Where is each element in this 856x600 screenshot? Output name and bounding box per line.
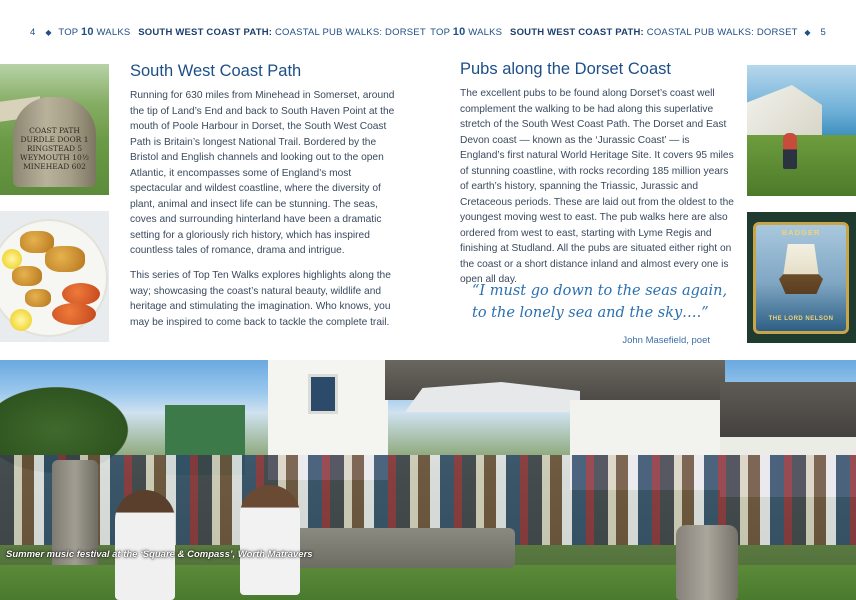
lemon-shape (10, 309, 32, 331)
brand-suffix-right: WALKS (468, 27, 503, 38)
pub-sign-bottom-text: THE LORD NELSON (768, 316, 834, 322)
white-cliff-shape (747, 85, 822, 135)
pub-roof-shape (720, 382, 856, 437)
series-title-right: SOUTH WEST COAST PATH: (510, 27, 644, 38)
series-title-left: SOUTH WEST COAST PATH: (138, 27, 273, 38)
prawn-shape (52, 303, 96, 325)
signpost-line: COAST PATH (29, 126, 80, 135)
walker-figure (783, 133, 797, 169)
diamond-icon: ◆ (804, 28, 811, 37)
running-header-left (27, 26, 426, 38)
running-header-right (430, 26, 829, 38)
left-paragraph-1: Running for 630 miles from Minehead in Somerset, around the tip of Land’s End and back to South Haven Point at the mouth of Poole Harbour in Dorset, the South West Coast Path is Britain’s longest National Trail. Bordered by the Bristol and English channels and looking out to the open Atlantic, it encompasses some of England’s most spectacular and wildest coastline, where the diversity of plant, animal and insect life can be stunning. The seas, coves and surrounding hinterland have been a dramatic setting for a gloriously rich history, which has inspired countless tales of romance, drama and intrigue. (130, 90, 395, 256)
coast-photo (747, 65, 856, 196)
pub-sign-photo (747, 212, 856, 343)
page-number-right: 5 (820, 27, 826, 38)
stone-table-shape (265, 528, 515, 568)
left-section-heading: South West Coast Path (130, 62, 302, 80)
window-shape (308, 374, 338, 414)
prawn-shape (62, 283, 100, 305)
pull-quote: “I must go down to the seas again, to the lonely sea and the sky….” (472, 283, 728, 321)
lemon-shape (2, 249, 22, 269)
brand-right (430, 27, 502, 38)
signpost-line: WEYMOUTH 10½ (19, 153, 90, 162)
right-paragraph-1: The excellent pubs to be found along Dorset’s coast well complement the walking to be had along this superlative stretch of the South West Coast Path. The Dorset and East Devon coast — known as the ‘Jurassic Coast’ — is England’s first natural World Heritage Site. It covers 95 miles of stunning coastline, with rocks recording 185 million years of earth’s history, spanning the Triassic, Jurassic and Cretaceous periods. These are laid out from the oldest to the youngest moving west to east. The pub walks here are also ordered from west to east, starting with Lyme Regis and finishing at Studland. All the pubs are situated either right on the coast or a short distance inland and almost every one is open all day. (460, 88, 734, 285)
pub-sign-top-text: BADGER (781, 228, 821, 237)
brand-number-left: 10 (81, 26, 94, 38)
left-paragraph-2: This series of Top Ten Walks explores highlights along the way; showcasing the coast’s natural beauty, wildlife and heritage and stimulating the imagination. Who knows, you may be inspired to come back to tackle the complete trail. (130, 270, 391, 328)
standing-stone-shape (676, 525, 738, 600)
brand-left (58, 27, 130, 38)
fried-fish-shape (12, 266, 42, 286)
seated-person-figure (115, 490, 175, 600)
seafood-photo (0, 211, 109, 342)
seated-person-figure (240, 485, 300, 595)
signpost-inscription (13, 126, 96, 171)
signpost-line: MINEHEAD 602 (23, 162, 86, 171)
signpost-line: RINGSTEAD 5 (26, 144, 83, 153)
brand-prefix-right: TOP (430, 27, 450, 38)
brand-number-right: 10 (452, 26, 466, 38)
diamond-icon: ◆ (45, 28, 52, 37)
page-number-left: 4 (30, 27, 36, 38)
brand-suffix-left: WALKS (96, 27, 131, 38)
quote-attribution: John Masefield, poet (622, 335, 710, 346)
series-subtitle-left: COASTAL PUB WALKS: DORSET (274, 27, 426, 38)
series-subtitle-right: COASTAL PUB WALKS: DORSET (646, 27, 798, 38)
festival-photo (0, 360, 856, 600)
signpost-line: DURDLE DOOR 1 (20, 135, 89, 144)
grass-shape (747, 135, 856, 196)
fried-fish-shape (45, 246, 85, 272)
fried-fish-shape (25, 289, 51, 307)
right-section-heading: Pubs along the Dorset Coast (460, 60, 671, 78)
brand-prefix-left: TOP (58, 27, 79, 38)
signpost-photo (0, 64, 109, 195)
photo-caption: Summer music festival at the ‘Square & Compass’, Worth Matravers (6, 549, 313, 560)
